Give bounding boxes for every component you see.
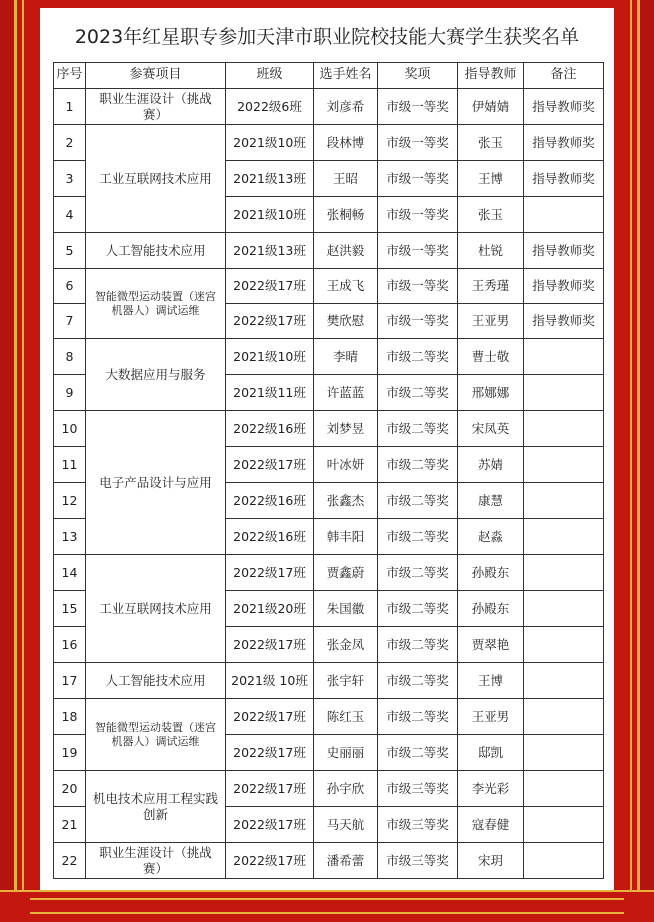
cell-award: 市级二等奖 — [378, 411, 458, 447]
award-list-sheet — [40, 8, 614, 890]
cell-name: 段林博 — [314, 125, 378, 161]
cell-name: 樊欣慰 — [314, 304, 378, 339]
cell-award: 市级二等奖 — [378, 699, 458, 735]
cell-name: 许蓝蓝 — [314, 375, 378, 411]
cell-note: 指导教师奖 — [524, 125, 604, 161]
cell-teacher: 康慧 — [458, 483, 524, 519]
table-row — [54, 843, 604, 879]
cell-no: 20 — [54, 771, 86, 807]
cell-name: 张鑫杰 — [314, 483, 378, 519]
cell-name: 张桐畅 — [314, 197, 378, 233]
cell-award: 市级二等奖 — [378, 591, 458, 627]
cell-project: 人工智能技术应用 — [86, 663, 226, 699]
cell-class: 2022级17班 — [226, 447, 314, 483]
cell-note — [524, 519, 604, 555]
cell-teacher: 宋玥 — [458, 843, 524, 879]
cell-teacher: 赵淼 — [458, 519, 524, 555]
cell-no: 2 — [54, 125, 86, 161]
cell-project: 智能微型运动装置（迷宫机器人）调试运维 — [86, 269, 226, 339]
cell-name: 潘希蕾 — [314, 843, 378, 879]
cell-award: 市级二等奖 — [378, 483, 458, 519]
cell-no: 11 — [54, 447, 86, 483]
cell-name: 孙宇欣 — [314, 771, 378, 807]
cell-class: 2021级13班 — [226, 161, 314, 197]
cell-no: 14 — [54, 555, 86, 591]
cell-project: 大数据应用与服务 — [86, 339, 226, 411]
cell-teacher: 邸凯 — [458, 735, 524, 771]
header-award: 奖项 — [378, 63, 458, 89]
cell-class: 2021级13班 — [226, 233, 314, 269]
cell-name: 叶冰妍 — [314, 447, 378, 483]
header-class: 班级 — [226, 63, 314, 89]
cell-award: 市级一等奖 — [378, 233, 458, 269]
cell-class: 2022级6班 — [226, 89, 314, 125]
table-row — [54, 411, 604, 447]
cell-class: 2022级17班 — [226, 699, 314, 735]
cell-note: 指导教师奖 — [524, 89, 604, 125]
cell-no: 4 — [54, 197, 86, 233]
table-row — [54, 663, 604, 699]
table-row — [54, 233, 604, 269]
cell-class: 2022级16班 — [226, 519, 314, 555]
cell-award: 市级二等奖 — [378, 339, 458, 375]
cell-note — [524, 627, 604, 663]
cell-class: 2022级17班 — [226, 735, 314, 771]
cell-no: 10 — [54, 411, 86, 447]
cell-name: 陈红玉 — [314, 699, 378, 735]
cell-note — [524, 197, 604, 233]
cell-name: 马天航 — [314, 807, 378, 843]
cell-teacher: 王秀瑾 — [458, 269, 524, 304]
cell-name: 张金凤 — [314, 627, 378, 663]
award-table — [53, 62, 604, 879]
cell-teacher: 邢娜娜 — [458, 375, 524, 411]
table-row — [54, 699, 604, 735]
cell-class: 2022级17班 — [226, 627, 314, 663]
cell-name: 贾鑫蔚 — [314, 555, 378, 591]
cell-teacher: 杜锐 — [458, 233, 524, 269]
cell-project: 职业生涯设计（挑战赛） — [86, 843, 226, 879]
cell-class: 2021级20班 — [226, 591, 314, 627]
cell-award: 市级一等奖 — [378, 161, 458, 197]
cell-note — [524, 699, 604, 735]
cell-note — [524, 807, 604, 843]
cell-award: 市级二等奖 — [378, 555, 458, 591]
cell-no: 5 — [54, 233, 86, 269]
cell-award: 市级三等奖 — [378, 771, 458, 807]
header-note: 备注 — [524, 63, 604, 89]
cell-award: 市级一等奖 — [378, 89, 458, 125]
cell-note — [524, 843, 604, 879]
cell-class: 2021级10班 — [226, 197, 314, 233]
cell-no: 18 — [54, 699, 86, 735]
cell-award: 市级一等奖 — [378, 125, 458, 161]
cell-award: 市级三等奖 — [378, 807, 458, 843]
cell-teacher: 王博 — [458, 663, 524, 699]
cell-project: 职业生涯设计（挑战赛） — [86, 89, 226, 125]
cell-note: 指导教师奖 — [524, 269, 604, 304]
cell-award: 市级二等奖 — [378, 627, 458, 663]
table-row — [54, 771, 604, 807]
header-no: 序号 — [54, 63, 86, 89]
cell-note — [524, 411, 604, 447]
cell-class: 2021级10班 — [226, 125, 314, 161]
cell-class: 2022级17班 — [226, 304, 314, 339]
cell-award: 市级二等奖 — [378, 735, 458, 771]
cell-note: 指导教师奖 — [524, 304, 604, 339]
cell-teacher: 孙殿东 — [458, 555, 524, 591]
cell-teacher: 李光彩 — [458, 771, 524, 807]
cell-class: 2022级17班 — [226, 555, 314, 591]
cell-class: 2022级17班 — [226, 843, 314, 879]
decorative-bottom-border — [30, 898, 624, 914]
cell-no: 13 — [54, 519, 86, 555]
cell-project: 工业互联网技术应用 — [86, 125, 226, 233]
cell-no: 16 — [54, 627, 86, 663]
cell-no: 7 — [54, 304, 86, 339]
cell-no: 19 — [54, 735, 86, 771]
cell-award: 市级三等奖 — [378, 843, 458, 879]
table-row — [54, 125, 604, 161]
cell-teacher: 王博 — [458, 161, 524, 197]
cell-class: 2022级16班 — [226, 411, 314, 447]
cell-note — [524, 339, 604, 375]
cell-name: 韩丰阳 — [314, 519, 378, 555]
cell-no: 1 — [54, 89, 86, 125]
table-row — [54, 89, 604, 125]
cell-note: 指导教师奖 — [524, 161, 604, 197]
cell-teacher: 王亚男 — [458, 304, 524, 339]
cell-teacher: 宋凤英 — [458, 411, 524, 447]
cell-teacher: 寇春健 — [458, 807, 524, 843]
cell-no: 15 — [54, 591, 86, 627]
cell-no: 9 — [54, 375, 86, 411]
cell-project: 电子产品设计与应用 — [86, 411, 226, 555]
award-table-body — [54, 89, 604, 879]
cell-name: 王成飞 — [314, 269, 378, 304]
cell-no: 12 — [54, 483, 86, 519]
header-teacher: 指导教师 — [458, 63, 524, 89]
cell-no: 3 — [54, 161, 86, 197]
cell-class: 2022级17班 — [226, 771, 314, 807]
cell-name: 李晴 — [314, 339, 378, 375]
cell-award: 市级二等奖 — [378, 663, 458, 699]
cell-name: 朱国徽 — [314, 591, 378, 627]
cell-teacher: 张玉 — [458, 197, 524, 233]
cell-note — [524, 483, 604, 519]
cell-name: 赵洪毅 — [314, 233, 378, 269]
cell-class: 2021级 10班 — [226, 663, 314, 699]
cell-no: 22 — [54, 843, 86, 879]
cell-note — [524, 663, 604, 699]
cell-teacher: 伊婧婧 — [458, 89, 524, 125]
header-project: 参赛项目 — [86, 63, 226, 89]
cell-project: 人工智能技术应用 — [86, 233, 226, 269]
cell-note: 指导教师奖 — [524, 233, 604, 269]
cell-project: 机电技术应用工程实践创新 — [86, 771, 226, 843]
page-title: 2023年红星职专参加天津市职业院校技能大赛学生获奖名单 — [74, 26, 580, 48]
table-header-row — [54, 63, 604, 89]
header-name: 选手姓名 — [314, 63, 378, 89]
cell-name: 刘梦昱 — [314, 411, 378, 447]
cell-project: 工业互联网技术应用 — [86, 555, 226, 663]
cell-no: 8 — [54, 339, 86, 375]
cell-note — [524, 591, 604, 627]
cell-note — [524, 447, 604, 483]
cell-teacher: 曹士敬 — [458, 339, 524, 375]
cell-name: 张宇轩 — [314, 663, 378, 699]
cell-teacher: 贾翠艳 — [458, 627, 524, 663]
table-row — [54, 339, 604, 375]
cell-name: 史丽丽 — [314, 735, 378, 771]
cell-note — [524, 375, 604, 411]
cell-note — [524, 555, 604, 591]
cell-note — [524, 735, 604, 771]
cell-name: 王昭 — [314, 161, 378, 197]
cell-class: 2021级10班 — [226, 339, 314, 375]
cell-teacher: 苏婧 — [458, 447, 524, 483]
cell-no: 21 — [54, 807, 86, 843]
cell-name: 刘彦希 — [314, 89, 378, 125]
cell-award: 市级二等奖 — [378, 447, 458, 483]
cell-award: 市级一等奖 — [378, 269, 458, 304]
cell-no: 6 — [54, 269, 86, 304]
cell-project: 智能微型运动装置（迷宫机器人）调试运维 — [86, 699, 226, 771]
table-row — [54, 555, 604, 591]
cell-award: 市级二等奖 — [378, 519, 458, 555]
cell-teacher: 孙殿东 — [458, 591, 524, 627]
table-row — [54, 269, 604, 304]
cell-award: 市级一等奖 — [378, 197, 458, 233]
cell-class: 2021级11班 — [226, 375, 314, 411]
cell-class: 2022级17班 — [226, 807, 314, 843]
cell-no: 17 — [54, 663, 86, 699]
cell-award: 市级二等奖 — [378, 375, 458, 411]
cell-class: 2022级17班 — [226, 269, 314, 304]
cell-award: 市级一等奖 — [378, 304, 458, 339]
cell-class: 2022级16班 — [226, 483, 314, 519]
cell-note — [524, 771, 604, 807]
cell-teacher: 张玉 — [458, 125, 524, 161]
cell-teacher: 王亚男 — [458, 699, 524, 735]
